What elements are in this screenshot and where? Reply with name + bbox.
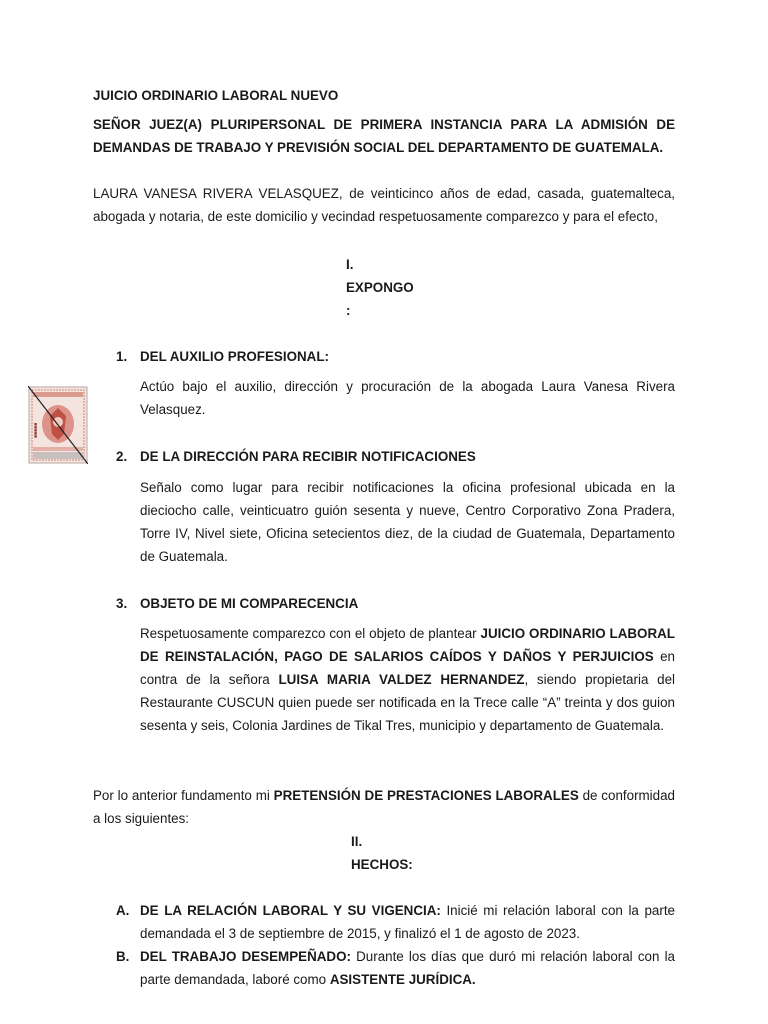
item-body-text: en contra de la señora [140,649,675,687]
addressee: SEÑOR JUEZ(A) PLURIPERSONAL DE PRIMERA INSTANCIA PARA LA ADMISIÓN DE DEMANDAS DE TRABAJO Y PREVISIÓN SOCIAL DEL DEPARTAMENTO DE GUATEMALA. [93,117,675,155]
foundation-claim: PRETENSIÓN DE PRESTACIONES LABORALES [273,788,579,803]
fact-heading: DEL TRABAJO DESEMPEÑADO: [140,949,351,964]
list-letter: B. [116,949,130,964]
intro-paragraph: LAURA VANESA RIVERA VELASQUEZ, de veinticinco años de edad, casada, guatemalteca, abogada y notaria, de este domicilio y vecindad respetuosamente comparezco y para el efecto, [93,186,675,224]
foundation-paragraph [93,784,675,830]
list-number: 1. [116,349,128,364]
item-body-text: , siendo propietaria del Restaurante CUSCUN quien puede ser notificada en la Trece calle “A” treinta y dos guion sesenta y seis, Colonia Jardines de Tikal Tres, municipio y departamento de Guatemala. [140,672,676,733]
section-numeral: I. [346,257,354,272]
fact-heading: DE LA RELACIÓN LABORAL Y SU VIGENCIA: [140,903,441,918]
fiscal-stamp-icon [28,386,88,464]
section-heading: EXPONGO [346,280,414,295]
item-body-text: Respetuosamente comparezco con el objeto de plantear [140,626,481,641]
fact-body: Durante los días que duró mi relación laboral con la parte demandada, laboré como [140,949,675,987]
document-title: JUICIO ORDINARIO LABORAL NUEVO [93,88,339,103]
fact-body: Inicié mi relación laboral con la parte demandada el 3 de septiembre de 2015, y finalizó el 1 de agosto de 2023. [140,903,675,941]
list-number: 3. [116,596,128,611]
svg-text:■■■■■: ■■■■■ [33,422,39,438]
foundation-text: de conformidad a los siguientes: [93,788,675,826]
list-letter: A. [116,903,130,918]
item-body: Señalo como lugar para recibir notificaciones la oficina profesional ubicada en la dieciocho calle, veinticuatro guión sesenta y nueve, Centro Corporativo Zona Pradera, Torre IV, Nivel siete, Oficina setecientos diez, de la ciudad de Guatemala, Departamento de Guatemala. [140,480,675,564]
item-heading: OBJETO DE MI COMPARECENCIA [140,596,359,611]
defendant-name: LUISA MARIA VALDEZ HERNANDEZ [278,672,525,687]
job-title: ASISTENTE JURÍDICA. [329,972,476,987]
item-heading: DE LA DIRECCIÓN PARA RECIBIR NOTIFICACIONES [140,449,476,464]
fact-paragraph [140,945,675,991]
foundation-text: Por lo anterior fundamento mi [93,788,274,803]
section-heading-colon: : [346,303,351,318]
section-numeral: II. [351,834,363,849]
list-number: 2. [116,449,128,464]
item-heading: DEL AUXILIO PROFESIONAL: [140,349,329,364]
claim-type: JUICIO ORDINARIO LABORAL DE REINSTALACIÓN, PAGO DE SALARIOS CAÍDOS Y DAÑOS Y PERJUICIOS [140,626,675,664]
item-body: Actúo bajo el auxilio, dirección y procuración de la abogada Laura Vanesa Rivera Velasquez. [140,379,675,417]
fact-paragraph [140,899,675,945]
section-heading: HECHOS: [351,857,413,872]
item-body [140,622,675,737]
